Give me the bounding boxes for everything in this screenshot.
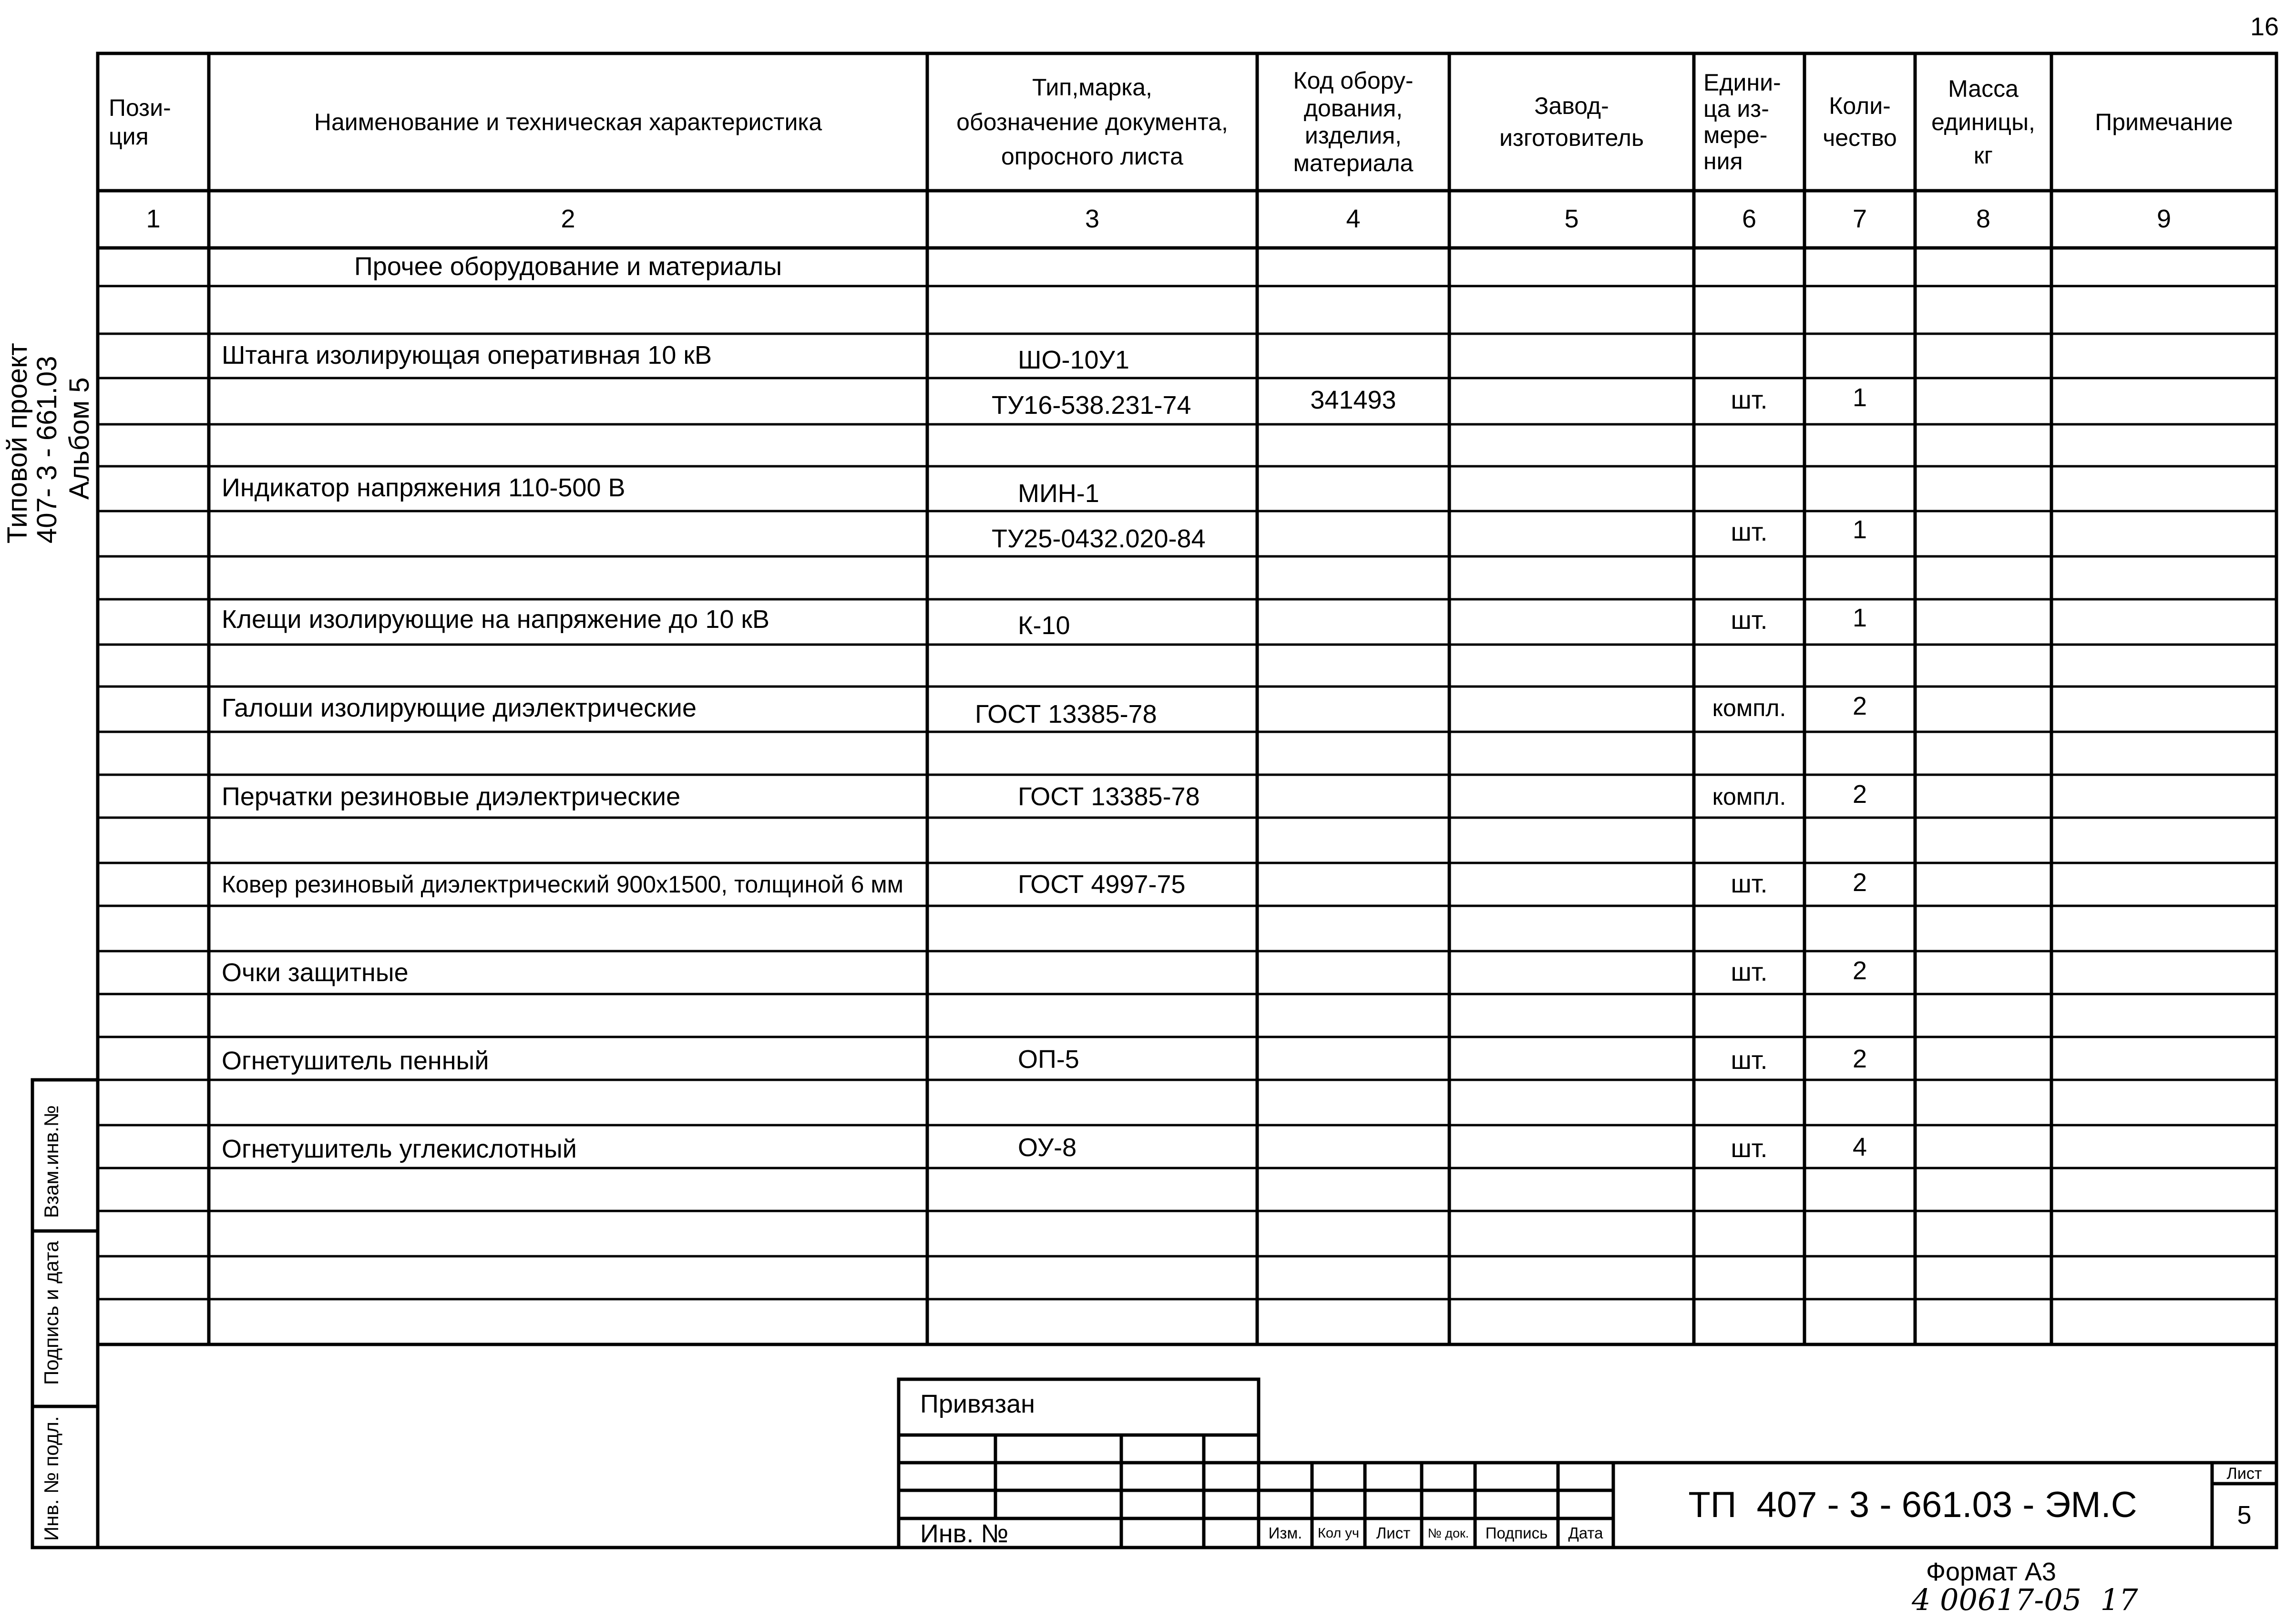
- handwritten-number: 4 00617-05 17: [1912, 1582, 2138, 1617]
- item-unit: компл.: [1712, 694, 1786, 721]
- item-type: ГОСТ 13385-78: [1018, 782, 1200, 811]
- data-label: Дата: [1568, 1524, 1603, 1542]
- item-name: Ковер резиновый диэлектрический 900х1500, толщиной 6 мм: [222, 871, 904, 898]
- item-unit: компл.: [1712, 783, 1786, 810]
- item-type: К-10: [1018, 611, 1070, 640]
- item-type: ГОСТ 13385-78: [975, 700, 1157, 728]
- item-type: ОП-5: [1018, 1045, 1079, 1074]
- sheet-number: 5: [2237, 1501, 2252, 1530]
- side-stamp-line1: Типовой проект: [2, 343, 33, 543]
- document-designation: ТП 407 - 3 - 661.03 - ЭМ.С: [1688, 1485, 2137, 1526]
- privyazan-label: Привязан: [920, 1390, 1035, 1418]
- izm-label: Изм.: [1268, 1524, 1302, 1542]
- item-qty: 1: [1852, 515, 1867, 544]
- n-dok-label: № док.: [1427, 1526, 1469, 1540]
- item-qty: 2: [1852, 956, 1867, 985]
- item-qty: 4: [1852, 1133, 1867, 1162]
- col-header-7: Коли- чество: [1823, 92, 1897, 151]
- item-qty: 2: [1852, 1045, 1867, 1074]
- side-stamp-line2: 407- 3 - 661.03: [31, 356, 62, 543]
- podpis-label: Подпись: [1485, 1524, 1548, 1542]
- item-type2: ТУ16-538.231-74: [992, 391, 1191, 420]
- item-type: ГОСТ 4997-75: [1018, 870, 1186, 899]
- item-type: МИН-1: [1018, 479, 1099, 508]
- col-num-9: 9: [2156, 205, 2172, 234]
- col-num-1: 1: [146, 205, 161, 234]
- item-qty: 2: [1852, 692, 1867, 721]
- item-name: Индикатор напряжения 110-500 В: [222, 473, 625, 502]
- col-num-8: 8: [1976, 205, 1991, 234]
- item-name: Огнетушитель пенный: [222, 1046, 489, 1075]
- format-label: Формат А3: [1926, 1558, 2056, 1586]
- item-type: ОУ-8: [1018, 1133, 1077, 1162]
- item-name: Галоши изолирующие диэлектрические: [222, 694, 697, 722]
- col-num-4: 4: [1346, 205, 1361, 234]
- item-name: Клещи изолирующие на напряжение до 10 кВ: [222, 605, 770, 634]
- col-header-9: Примечание: [2095, 108, 2233, 135]
- item-unit: шт.: [1731, 1134, 1768, 1163]
- item-unit: шт.: [1731, 518, 1768, 547]
- col-header-5: Завод- изготовитель: [1499, 92, 1644, 151]
- col-num-2: 2: [561, 205, 575, 234]
- section-title: Прочее оборудование и материалы: [354, 252, 782, 281]
- col-num-3: 3: [1085, 205, 1100, 234]
- col-header-2: Наименование и техническая характеристика: [314, 108, 822, 135]
- item-unit: шт.: [1731, 870, 1768, 899]
- col-num-5: 5: [1564, 205, 1579, 234]
- col-num-6: 6: [1742, 205, 1757, 234]
- kol-uch-label: Кол уч: [1318, 1526, 1359, 1541]
- item-type: ШО-10У1: [1018, 346, 1129, 374]
- item-qty: 2: [1852, 868, 1867, 897]
- page-number: 16: [2250, 12, 2279, 41]
- inv-podl-label: Инв. № подл.: [40, 1416, 62, 1541]
- item-name: Штанга изолирующая оперативная 10 кВ: [222, 341, 712, 369]
- item-name: Перчатки резиновые диэлектрические: [222, 782, 681, 811]
- item-unit: шт.: [1731, 1046, 1768, 1075]
- col-header-3: Тип,марка, обозначение документа, опросного листа: [956, 74, 1228, 170]
- col-header-1: Пози- ция: [109, 94, 171, 150]
- item-unit: шт.: [1731, 386, 1768, 415]
- item-unit: шт.: [1731, 958, 1768, 987]
- item-qty: 1: [1852, 604, 1867, 633]
- item-name: Очки защитные: [222, 958, 409, 987]
- podpis-data-label: Подпись и дата: [40, 1241, 62, 1385]
- item-qty: 1: [1852, 383, 1867, 412]
- list-label: Лист: [1376, 1524, 1411, 1542]
- inv-no-label: Инв. №: [920, 1519, 1009, 1548]
- col-header-8: Масса единицы, кг: [1931, 75, 2035, 169]
- item-code: 341493: [1310, 386, 1396, 415]
- item-name: Огнетушитель углекислотный: [222, 1135, 577, 1163]
- item-qty: 2: [1852, 780, 1867, 809]
- sheet-label: Лист: [2226, 1464, 2262, 1483]
- item-type2: ТУ25-0432.020-84: [992, 524, 1206, 553]
- col-header-6: Едини- ца из- мере- ния: [1703, 69, 1781, 174]
- vzam-inv-label: Взам.инв.№: [40, 1105, 62, 1218]
- col-header-4: Код обору- дования, изделия, материала: [1293, 67, 1414, 176]
- side-stamp-line3: Альбом 5: [64, 377, 95, 500]
- col-num-7: 7: [1852, 205, 1867, 234]
- item-unit: шт.: [1731, 606, 1768, 635]
